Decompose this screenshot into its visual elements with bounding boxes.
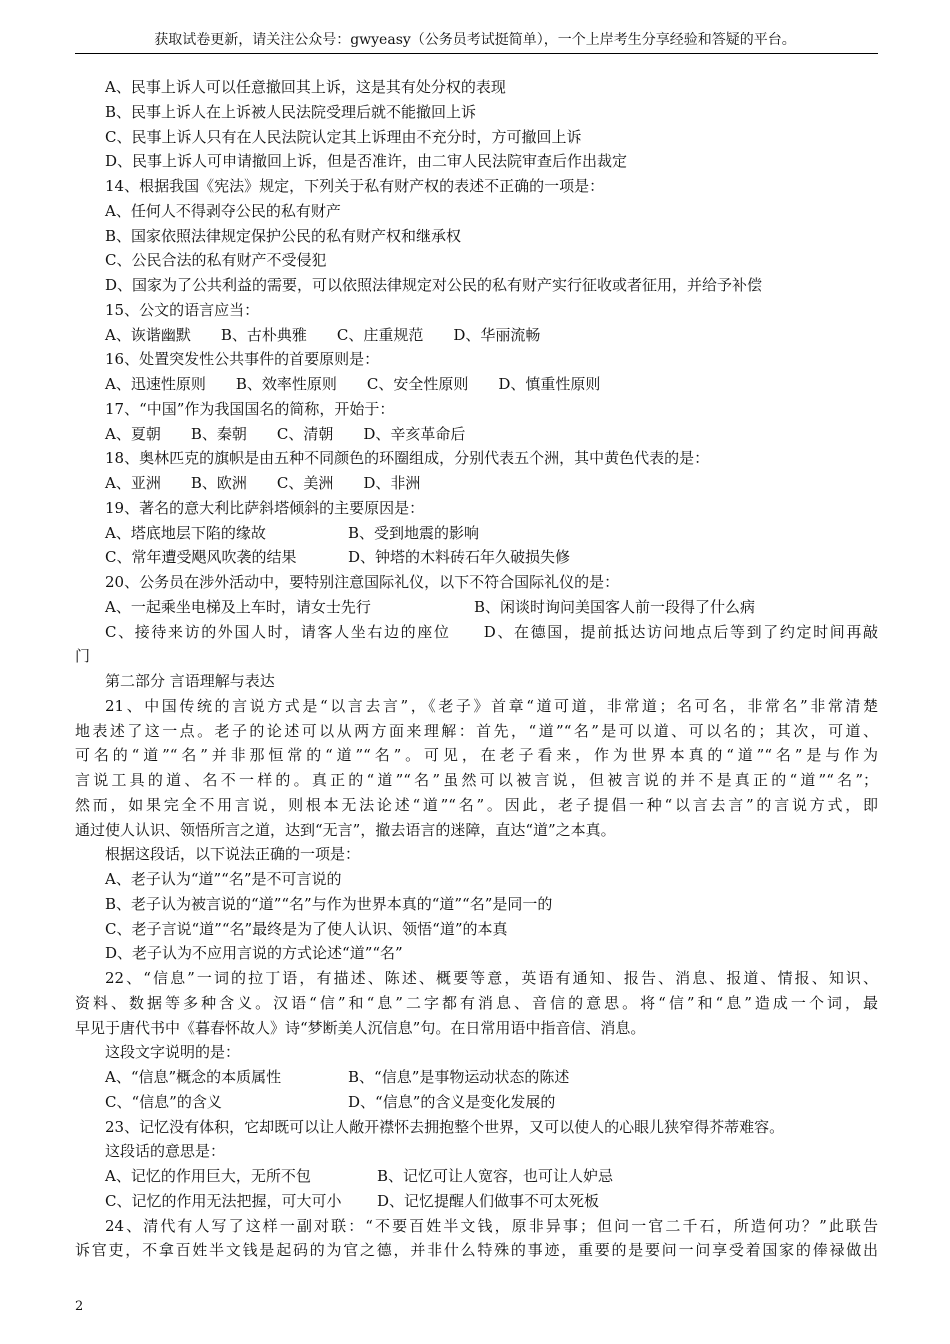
q18-stem: 18、奥林匹克的旗帜是由五种不同颜色的环圈组成，分别代表五个洲，其中黄色代表的是： [105,449,710,468]
header-rule [75,53,878,54]
q23-option-b: B、记忆可让人宽容，也可让人妒忌 [377,1167,614,1185]
q21-option-b: B、老子认为被言说的“道”“名”与作为世界本真的“道”“名”是同一的 [105,894,553,913]
q22-question: 这段文字说明的是： [105,1043,241,1062]
q21-passage-line: 言说工具的道、名不一样的。真正的“道”“名”虽然可以被言说，但被言说的并不是真正的“道”“名”； [75,771,878,789]
q21-option-c: C、老子言说“道”“名”最终是为了使人认识、领悟“道”的本真 [105,919,508,938]
q16-stem: 16、处置突发性公共事件的首要原则是： [105,350,380,369]
q20-option-a: A、一起乘坐电梯及上车时，请女士先行 [105,597,371,616]
q23-option-a: A、记忆的作用巨大，无所不包 [105,1167,311,1185]
q21-passage-line: 地表述了这一点。老子的论述可以从两方面来理解：首先，“道”“名”是可以道、可以名的；其次，可道、 [75,721,878,740]
q23-passage: 23、记忆没有体积，它却既可以让人敞开襟怀去拥抱整个世界，又可以使人的心眼儿狭窄得芥蒂难容。 [105,1117,785,1136]
q22-option-d: D、“信息”的含义是变化发展的 [348,1092,556,1111]
q19-option-c: C、常年遭受飓风吹袭的结果 [105,548,297,567]
q15-options: A、诙谐幽默 B、古朴典雅 C、庄重规范 D、华丽流畅 [105,325,541,344]
q14-option-c: C、公民合法的私有财产不受侵犯 [105,251,327,270]
q19-row-ab [75,521,878,546]
q23-option-d: D、记忆提醒人们做事不可太死板 [377,1191,600,1210]
q21-option-a: A、老子认为“道”“名”是不可言说的 [105,870,342,888]
q18-options: A、亚洲 B、欧洲 C、美洲 D、非洲 [105,474,421,492]
q22-passage-line: 22、“信息”一词的拉丁语，有描述、陈述、概要等意，英语有通知、报告、消息、报道、情报、知识、 [105,969,878,987]
q21-question: 根据这段话，以下说法正确的一项是： [105,845,361,864]
q20-options-cd-line2: 门 [75,647,91,666]
page-header: 获取试卷更新，请关注公众号：gwyeasy（公务员考试挺简单），一个上岸考生分享经验和答疑的平台。 [154,32,796,48]
q20-option-b: B、闲谈时询问美国客人前一段得了什么病 [474,597,756,616]
q13-option-b: B、民事上诉人在上诉被人民法院受理后就不能撤回上诉 [105,102,477,121]
q23-question: 这段话的意思是： [105,1142,226,1161]
q22-row-cd [75,1090,878,1115]
document-body [75,75,878,1263]
page-number: 2 [75,1299,84,1314]
q19-option-b: B、受到地震的影响 [348,523,480,542]
q21-passage-line: 通过使人认识、领悟所言之道，达到“无言”，撤去语言的迷障，直达“道”之本真。 [75,820,616,839]
q14-option-b: B、国家依照法律规定保护公民的私有财产权和继承权 [105,226,462,245]
q13-option-d: D、民事上诉人可申请撤回上诉，但是否准许，由二审人民法院审查后作出裁定 [105,152,628,171]
q21-passage-line: 可名的“道”“名”并非那恒常的“道”“名”。可见，在老子看来，作为世界本真的“道”“名”是与作为 [75,746,878,765]
q20-stem: 20、公务员在涉外活动中，要特别注意国际礼仪，以下不符合国际礼仪的是： [105,573,620,591]
q14-option-d: D、国家为了公共利益的需要，可以依照法律规定对公民的私有财产实行征收或者征用，并给予补偿 [105,276,763,294]
section-title: 第二部分 言语理解与表达 [105,672,275,690]
q19-option-a: A、塔底地层下陷的缘故 [105,523,266,542]
q19-option-d: D、钟塔的木料砖石年久破损失修 [348,548,571,567]
q22-option-b: B、“信息”是事物运动状态的陈述 [348,1068,570,1086]
q22-option-a: A、“信息”概念的本质属性 [105,1068,282,1086]
q17-options: A、夏朝 B、秦朝 C、清朝 D、辛亥革命后 [105,424,466,443]
q17-stem: 17、“中国”作为我国国名的简称，开始于： [105,399,395,418]
q19-row-cd [75,545,878,570]
q22-row-ab [75,1065,878,1090]
q16-options: A、迅速性原则 B、效率性原则 C、安全性原则 D、慎重性原则 [105,375,601,393]
q14-option-a: A、任何人不得剥夺公民的私有财产 [105,201,341,220]
q21-passage-line: 然而，如果完全不用言说，则根本无法论述“道”“名”。因此，老子提倡一种“以言去言”的言说方式，即 [75,795,878,814]
q21-passage-line: 21、中国传统的言说方式是“以言去言”，《老子》首章“道可道，非常道；名可名，非常名”非常清楚 [105,696,878,715]
q13-option-c: C、民事上诉人只有在人民法院认定其上诉理由不充分时，方可撤回上诉 [105,127,582,146]
q20-options-cd-line1: C、接待来访的外国人时，请客人坐右边的座位 D、在德国，提前抵达访问地点后等到了约定时间再敲 [105,622,878,641]
q14-stem: 14、根据我国《宪法》规定，下列关于私有财产权的表述不正确的一项是： [105,177,605,195]
q23-row-ab [75,1164,878,1189]
q19-stem: 19、著名的意大利比萨斜塔倾斜的主要原因是： [105,498,425,517]
q21-option-d: D、老子认为不应用言说的方式论述“道”“名” [105,944,403,963]
q15-stem: 15、公文的语言应当： [105,300,260,319]
q23-option-c: C、记忆的作用无法把握，可大可小 [105,1191,342,1210]
q22-option-c: C、“信息”的含义 [105,1092,222,1111]
q13-option-a: A、民事上诉人可以任意撤回其上诉，这是其有处分权的表现 [105,78,506,96]
q22-passage-line: 早见于唐代书中《暮春怀故人》诗“梦断美人沉信息”句。在日常用语中指音信、消息。 [75,1018,646,1037]
q24-passage-line: 诉官吏，不拿百姓半文钱是起码的为官之德，并非什么特殊的事迹，重要的是要问一问享受着国家的俸禄做出 [75,1241,878,1260]
q20-row-ab [75,595,878,620]
q23-row-cd [75,1189,878,1214]
q24-passage-line: 24、清代有人写了这样一副对联：“不要百姓半文钱，原非异事；但问一官二千石，所造何功？”此联告 [105,1216,878,1235]
q22-passage-line: 资料、数据等多种含义。汉语“信”和“息”二字都有消息、音信的意思。将“信”和“息”造成一个词，最 [75,993,878,1012]
